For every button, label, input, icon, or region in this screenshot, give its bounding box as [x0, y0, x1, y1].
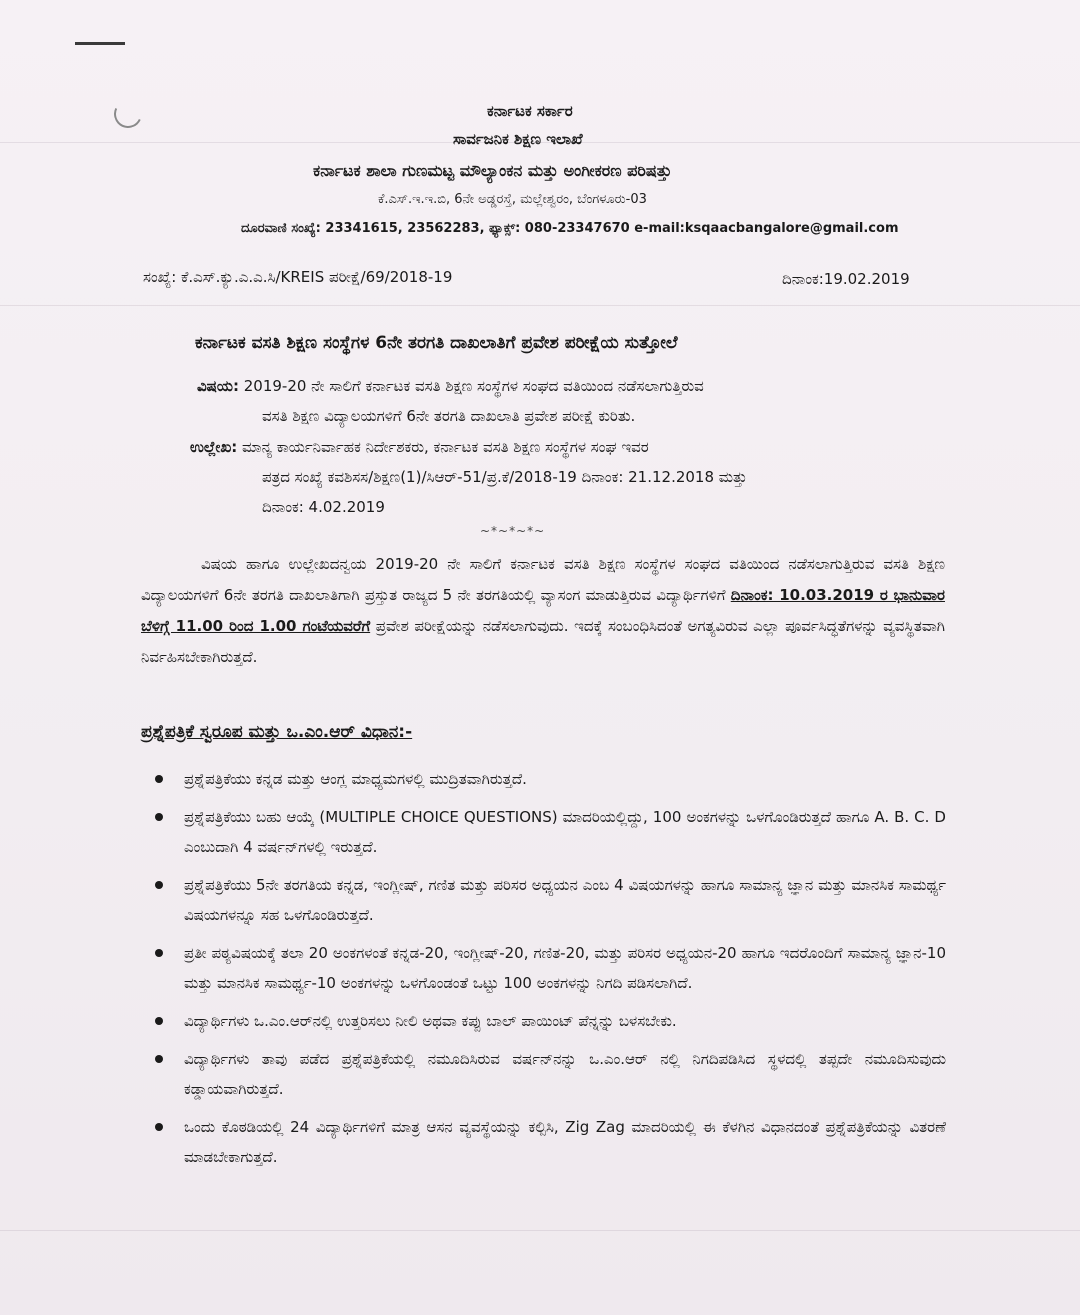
- list-item: [140, 938, 946, 998]
- list-item-text: ವಿದ್ಯಾರ್ಥಿಗಳು ತಾವು ಪಡೆದ ಪ್ರಶ್ನೆಪತ್ರಿಕೆಯಲ್ಲಿ ನಮೂದಿಸಿರುವ ವರ್ಷನ್‌ನನ್ನು ಒ.ಎಂ.ಆರ್ ನಲ್ಲಿ ನಿಗದಿಪಡಿಸಿದ ಸ್ಥಳದಲ್ಲಿ ತಪ್ಪದೇ ನಮೂದಿಸುವುದು ಕಡ್ಡಾಯವಾಗಿರುತ್ತದೆ.: [184, 1050, 946, 1098]
- bullet-icon: [155, 813, 163, 821]
- list-item-text: ಒಂದು ಕೊಠಡಿಯಲ್ಲಿ 24 ವಿದ್ಯಾರ್ಥಿಗಳಿಗೆ ಮಾತ್ರ ಆಸನ ವ್ಯವಸ್ಥೆಯನ್ನು ಕಲ್ಪಿಸಿ, Zig Zag ಮಾದರಿಯಲ್ಲಿ ಈ ಕೆಳಗಿನ ವಿಧಾನದಂತೆ ಪ್ರಶ್ನೆಪತ್ರಿಕೆಯನ್ನು ವಿತರಣೆ ಮಾಡಬೇಕಾಗುತ್ತದೆ.: [184, 1118, 946, 1166]
- list-item: [140, 802, 946, 862]
- bullet-icon: [155, 1055, 163, 1063]
- letterhead-government: ಕರ್ನಾಟಕ ಸರ್ಕಾರ: [487, 102, 573, 120]
- list-item-text: ಪ್ರಶ್ನೆಪತ್ರಿಕೆಯು ಬಹು ಆಯ್ಕೆ (MULTIPLE CHOICE QUESTIONS) ಮಾದರಿಯಲ್ಲಿದ್ದು, 100 ಅಂಕಗಳನ್ನು ಒಳಗೊಂಡಿರುತ್ತದೆ ಹಾಗೂ A. B. C. D ಎಂಬುದಾಗಿ 4 ವರ್ಷನ್‌ಗಳಲ್ಲಿ ಇರುತ್ತದೆ.: [184, 808, 946, 856]
- list-item-text: ಪ್ರಶ್ನೆಪತ್ರಿಕೆಯು 5ನೇ ತರಗತಿಯ ಕನ್ನಡ, ಇಂಗ್ಲೀಷ್, ಗಣಿತ ಮತ್ತು ಪರಿಸರ ಅಧ್ಯಯನ ಎಂಬ 4 ವಿಷಯಗಳನ್ನು ಹಾಗೂ ಸಾಮಾನ್ಯ ಜ್ಞಾನ ಮತ್ತು ಮಾನಸಿಕ ಸಾಮರ್ಥ್ಯ ವಿಷಯಗಳನ್ನೂ ಸಹ ಒಳಗೊಂಡಿರುತ್ತದೆ.: [184, 876, 946, 924]
- page-edge-mark: [75, 42, 125, 45]
- bullet-list: [140, 764, 946, 1180]
- bullet-icon: [155, 881, 163, 889]
- bullet-icon: [155, 775, 163, 783]
- body-paragraph: [141, 549, 945, 673]
- list-item: [140, 870, 946, 930]
- reference-label: ಉಲ್ಲೇಖ:: [190, 438, 238, 456]
- bullet-icon: [155, 1123, 163, 1131]
- reference-line-1: ಮಾನ್ಯ ಕಾರ್ಯನಿರ್ವಾಹಕ ನಿರ್ದೇಶಕರು, ಕರ್ನಾಟಕ ವಸತಿ ಶಿಕ್ಷಣ ಸಂಸ್ಥೆಗಳ ಸಂಘ ಇವರ: [242, 438, 649, 456]
- reference-line-2: ಪತ್ರದ ಸಂಖ್ಯೆ ಕವಶಿಸಸ/ಶಿಕ್ಷಣ(1)/ಸಿಆರ್-51/ಪ್ರ.ಕೆ/2018-19 ದಿನಾಂಕ: 21.12.2018 ಮತ್ತು: [262, 468, 748, 486]
- reference-number: ಸಂಖ್ಯೆ: ಕೆ.ಎಸ್.ಕ್ಯು.ಎ.ಎ.ಸಿ/KREIS ಪರೀಕ್ಷೆ/69/2018-19: [143, 268, 453, 286]
- letterhead-address: ಕೆ.ಎಸ್.ಇ.ಇ.ಬಿ, 6ನೇ ಅಡ್ಡರಸ್ತೆ, ಮಲ್ಲೇಶ್ವರಂ, ಬೆಂಗಳೂರು-03: [378, 192, 647, 207]
- list-item: [140, 764, 946, 794]
- list-item: [140, 1112, 946, 1172]
- scan-artifact-line: [0, 1230, 1080, 1231]
- exam-date-time: ದಿನಾಂಕ: 10.03.2019 ರ ಭಾನುವಾರ ಬೆಳಿಗ್ಗೆ 11.00 ರಿಂದ 1.00 ಗಂಟೆಯವರೆಗೆ: [141, 586, 945, 635]
- paragraph-part-1: ವಿಷಯ ಹಾಗೂ ಉಲ್ಲೇಖದನ್ವಯ 2019-20 ನೇ ಸಾಲಿಗೆ ಕರ್ನಾಟಕ ವಸತಿ ಶಿಕ್ಷಣ ಸಂಸ್ಥೆಗಳ ಸಂಘದ ವತಿಯಿಂದ ನಡೆಸಲಾಗುತ್ತಿರುವ ವಸತಿ ಶಿಕ್ಷಣ ವಿದ್ಯಾಲಯಗಳಿಗೆ 6ನೇ ತರಗತಿ ದಾಖಲಾತಿಗಾಗಿ ಪ್ರಸ್ತುತ ರಾಜ್ಯದ 5 ನೇ ತರಗತಿಯಲ್ಲಿ ವ್ಯಾಸಂಗ ಮಾಡುತ್ತಿರುವ ವಿದ್ಯಾರ್ಥಿಗಳಿಗೆ: [141, 555, 945, 604]
- letterhead-department: ಸಾರ್ವಜನಿಕ ಶಿಕ್ಷಣ ಇಲಾಖೆ: [453, 130, 583, 148]
- document-title: ಕರ್ನಾಟಕ ವಸತಿ ಶಿಕ್ಷಣ ಸಂಸ್ಥೆಗಳ 6ನೇ ತರಗತಿ ದಾಖಲಾತಿಗೆ ಪ್ರವೇಶ ಪರೀಕ್ಷೆಯ ಸುತ್ತೋಲೆ: [195, 333, 678, 353]
- reference-block: [190, 432, 942, 522]
- section-heading: ಪ್ರಶ್ನೆಪತ್ರಿಕೆ ಸ್ವರೂಪ ಮತ್ತು ಒ.ಎಂ.ಆರ್ ವಿಧಾನ:-: [141, 722, 413, 742]
- letterhead-contact: ದೂರವಾಣಿ ಸಂಖ್ಯೆ: 23341615, 23562283, ಫ್ಯಾಕ್ಸ್: 080-23347670 e-mail:ksqaacbangalore@gmail.com: [241, 221, 899, 236]
- letterhead-council: ಕರ್ನಾಟಕ ಶಾಲಾ ಗುಣಮಟ್ಟ ಮೌಲ್ಯಾಂಕನ ಮತ್ತು ಅಂಗೀಕರಣ ಪರಿಷತ್ತು: [313, 161, 672, 180]
- subject-label: ವಿಷಯ:: [197, 377, 239, 395]
- reference-line-3: ದಿನಾಂಕ: 4.02.2019: [262, 498, 385, 516]
- separator: ~*~*~*~: [480, 524, 546, 538]
- scan-artifact-line: [0, 305, 1080, 306]
- letterhead: [0, 102, 1080, 262]
- list-item-text: ಪ್ರಶ್ನೆಪತ್ರಿಕೆಯು ಕನ್ನಡ ಮತ್ತು ಆಂಗ್ಲ ಮಾಧ್ಯಮಗಳಲ್ಲಿ ಮುದ್ರಿತವಾಗಿರುತ್ತದೆ.: [184, 770, 527, 788]
- paragraph-part-2: ಪ್ರವೇಶ ಪರೀಕ್ಷೆಯನ್ನು ನಡೆಸಲಾಗುವುದು. ಇದಕ್ಕೆ ಸಂಬಂಧಿಸಿದಂತೆ ಅಗತ್ಯವಿರುವ ಎಲ್ಲಾ ಪೂರ್ವಸಿದ್ಧತೆಗಳನ್ನು ವ್ಯವಸ್ಥಿತವಾಗಿ ನಿರ್ವಹಿಸಬೇಕಾಗಿರುತ್ತದೆ.: [141, 617, 945, 666]
- bullet-icon: [155, 949, 163, 957]
- bullet-icon: [155, 1017, 163, 1025]
- list-item: [140, 1044, 946, 1104]
- subject-line-2: ವಸತಿ ಶಿಕ್ಷಣ ವಿದ್ಯಾಲಯಗಳಿಗೆ 6ನೇ ತರಗತಿ ದಾಖಲಾತಿ ಪ್ರವೇಶ ಪರೀಕ್ಷೆ ಕುರಿತು.: [262, 407, 636, 425]
- list-item: [140, 1006, 946, 1036]
- subject-block: [197, 371, 942, 431]
- list-item-text: ವಿದ್ಯಾರ್ಥಿಗಳು ಒ.ಎಂ.ಆರ್‌ನಲ್ಲಿ ಉತ್ತರಿಸಲು ನೀಲಿ ಅಥವಾ ಕಪ್ಪು ಬಾಲ್ ಪಾಯಿಂಟ್ ಪೆನ್ನನ್ನು ಬಳಸಬೇಕು.: [184, 1012, 677, 1030]
- document-date: ದಿನಾಂಕ:19.02.2019: [782, 270, 910, 288]
- list-item-text: ಪ್ರತೀ ಪಠ್ಯವಿಷಯಕ್ಕೆ ತಲಾ 20 ಅಂಕಗಳಂತೆ ಕನ್ನಡ-20, ಇಂಗ್ಲೀಷ್-20, ಗಣಿತ-20, ಮತ್ತು ಪರಿಸರ ಅಧ್ಯಯನ-20 ಹಾಗೂ ಇದರೊಂದಿಗೆ ಸಾಮಾನ್ಯ ಜ್ಞಾನ-10 ಮತ್ತು ಮಾನಸಿಕ ಸಾಮರ್ಥ್ಯ-10 ಅಂಕಗಳನ್ನು ಒಳಗೊಂಡಂತೆ ಒಟ್ಟು 100 ಅಂಕಗಳನ್ನು ನಿಗದಿ ಪಡಿಸಲಾಗಿದೆ.: [184, 944, 946, 992]
- subject-line-1: 2019-20 ನೇ ಸಾಲಿಗೆ ಕರ್ನಾಟಕ ವಸತಿ ಶಿಕ್ಷಣ ಸಂಸ್ಥೆಗಳ ಸಂಘದ ವತಿಯಿಂದ ನಡೆಸಲಾಗುತ್ತಿರುವ: [243, 377, 704, 395]
